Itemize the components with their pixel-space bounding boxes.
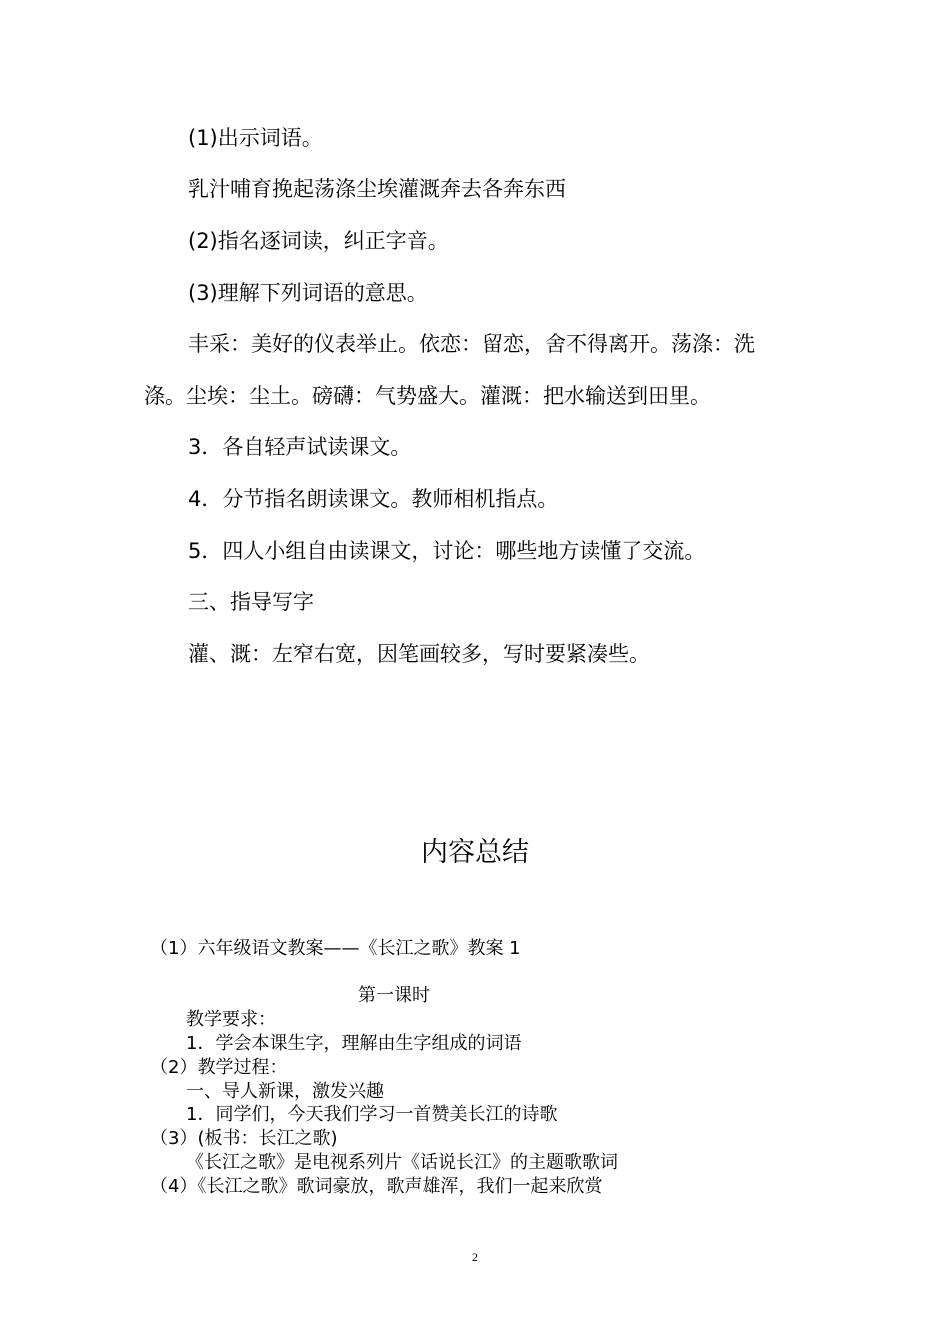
body-line-7: 3．各自轻声试读课文。 <box>188 435 412 459</box>
summary-item-6: 一、导人新课，激发兴趣 <box>186 1081 384 1102</box>
body-line-8: 4．分节指名朗读课文。教师相机指点。 <box>188 487 559 511</box>
body-line-1: (1)出示词语。 <box>188 126 323 150</box>
summary-item-4: 1．学会本课生字，理解由生字组成的词语 <box>186 1033 522 1054</box>
summary-item-10: （4）《长江之歌》歌词豪放，歌声雄浑，我们一起来欣赏 <box>150 1176 603 1197</box>
body-line-4: (3)理解下列词语的意思。 <box>188 281 428 305</box>
body-line-3: (2)指名逐词读，纠正字音。 <box>188 229 449 253</box>
body-line-9: 5．四人小组自由读课文，讨论：哪些地方读懂了交流。 <box>188 539 706 563</box>
summary-title: 内容总结 <box>421 837 529 868</box>
body-line-10: 三、指导写字 <box>188 590 314 614</box>
summary-item-8: （3）(板书：长江之歌) <box>150 1128 338 1149</box>
summary-item-5: （2）教学过程： <box>150 1057 288 1078</box>
summary-item-9: 《长江之歌》是电视系列片《话说长江》的主题歌歌词 <box>186 1152 618 1173</box>
summary-item-1: （1）六年级语文教案——《长江之歌》教案 1 <box>150 938 521 959</box>
summary-item-7: 1．同学们，今天我们学习一首赞美长江的诗歌 <box>186 1104 558 1125</box>
summary-item-2: 第一课时 <box>358 985 430 1006</box>
body-line-11: 灌、溉：左窄右宽，因笔画较多，写时要紧凑些。 <box>188 642 650 666</box>
body-line-2: 乳汁哺育挽起荡涤尘埃灌溉奔去各奔东西 <box>188 177 566 201</box>
body-line-5: 丰采：美好的仪表举止。依恋：留恋，舍不得离开。荡涤：洗 <box>188 332 755 356</box>
summary-item-3: 教学要求： <box>186 1009 276 1030</box>
body-line-6: 涤。尘埃：尘土。磅礴：气势盛大。灌溉：把水输送到田里。 <box>144 384 711 408</box>
page-number: 2 <box>472 1250 478 1264</box>
